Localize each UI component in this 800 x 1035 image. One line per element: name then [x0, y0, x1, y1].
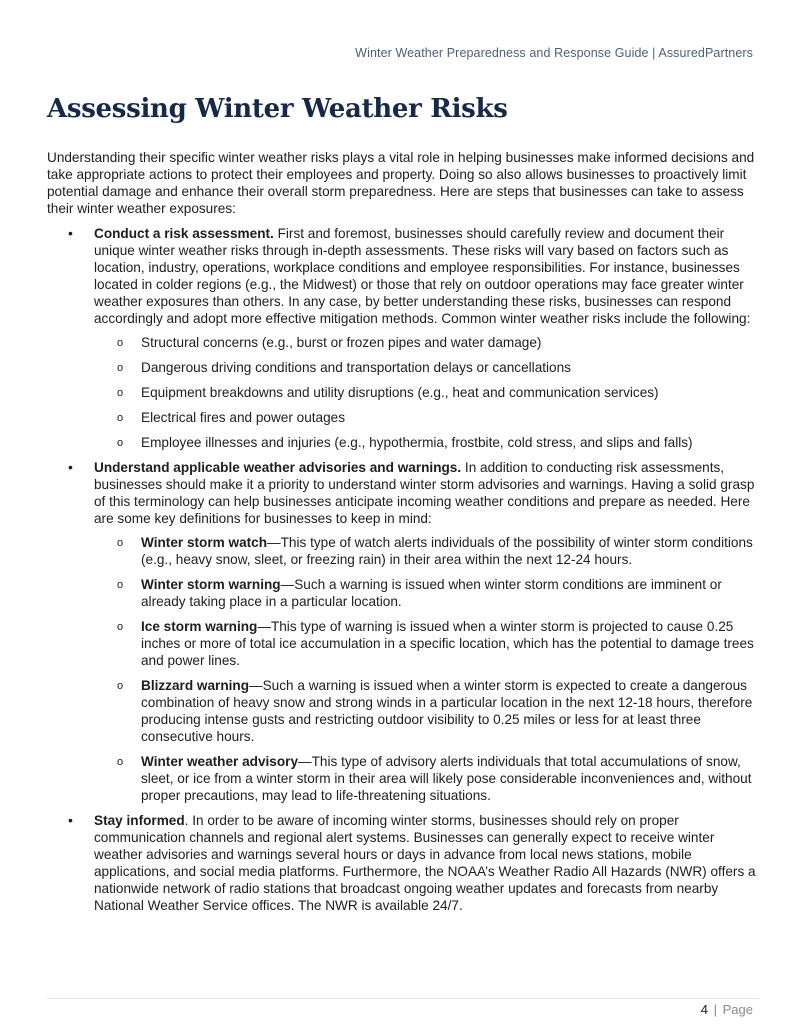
- definition-text: —Such a warning is issued when winter storm conditions are imminent or already taking place in a particular location.: [141, 577, 722, 609]
- bullet-text: In addition to conducting risk assessments, businesses should make it a priority to understand winter storm advisories and warnings. Having a solid grasp of this terminology can help businesses anticipate incoming weather conditions and prepare as needed. Here are some key definitions for businesses to keep in mind:: [94, 460, 755, 526]
- definition-text: —This type of warning is issued when a winter storm is projected to cause 0.25 inches or more of total ice accumulation in a specific location, which has the potential to damage trees and power lines.: [141, 619, 754, 668]
- bullet-lead: Understand applicable weather advisories and warnings.: [94, 460, 462, 475]
- footer-separator: |: [713, 1002, 717, 1017]
- definition-term: Winter storm watch: [141, 535, 268, 550]
- sub-list: [94, 534, 759, 804]
- sub-item-text: Structural concerns (e.g., burst or frozen pipes and water damage): [141, 335, 542, 350]
- definition-term: Winter storm warning: [141, 577, 281, 592]
- running-header: Winter Weather Preparedness and Response Guide | AssuredPartners: [355, 46, 753, 60]
- page-footer: [701, 1002, 753, 1017]
- sub-list: [94, 334, 759, 451]
- bullet-text: . In order to be aware of incoming winter storms, businesses should rely on proper communication channels and regional alert systems. Businesses can generally expect to receive winter weather advisories and warnings several hours or days in advance from local news stations, mobile applications, and social media platforms. Furthermore, the NOAA’s Weather Radio All Hazards (NWR) offers a nationwide network of radio stations that broadcast ongoing weather updates and forecasts from nearby National Weather Service offices. The NWR is available 24/7.: [94, 813, 756, 913]
- sub-item: [94, 534, 759, 568]
- bullet-item: [47, 225, 759, 451]
- intro-paragraph: Understanding their specific winter weather risks plays a vital role in helping businesses make informed decisions and take appropriate actions to protect their employees and property. Doing so also allows businesses to proactively limit potential damage and enhance their overall storm preparedness. Here are steps that businesses can take to assess their winter weather exposures:: [47, 150, 755, 216]
- page-number: 4: [700, 1002, 708, 1017]
- footer-divider: [47, 998, 759, 999]
- sub-item-text: Equipment breakdowns and utility disruptions (e.g., heat and communication services): [141, 385, 659, 400]
- definition-term: Blizzard warning: [141, 678, 250, 693]
- document-body: [47, 149, 759, 922]
- sub-item: [94, 434, 759, 451]
- sub-item: [94, 334, 759, 351]
- definition-text: —This type of advisory alerts individuals that total accumulations of snow, sleet, or ice from a winter storm in their area will likely pose considerable inconveniences and, without proper precautions, may lead to life-threatening situations.: [141, 754, 752, 803]
- definition-text: —Such a warning is issued when a winter storm is expected to create a dangerous combination of heavy snow and strong winds in a particular location in the next 12-18 hours, therefore producing intense gusts and restricting outdoor visibility to 0.25 miles or less for at least three consecutive hours.: [141, 678, 753, 744]
- bullet-lead: Stay informed: [94, 813, 185, 828]
- bullet-item: [47, 812, 759, 914]
- definition-term: Winter weather advisory: [141, 754, 299, 769]
- sub-item-text: Employee illnesses and injuries (e.g., hypothermia, frostbite, cold stress, and slips and falls): [141, 435, 693, 450]
- sub-item: [94, 409, 759, 426]
- sub-item: [94, 677, 759, 745]
- definition-text: —This type of watch alerts individuals of the possibility of winter storm conditions (e.g., heavy snow, sleet, or freezing rain) in their area within the next 12-24 hours.: [141, 535, 753, 567]
- bullet-list: [47, 225, 759, 914]
- page-label: Page: [722, 1002, 753, 1017]
- sub-item: [94, 576, 759, 610]
- definition-term: Ice storm warning: [141, 619, 258, 634]
- sub-item: [94, 384, 759, 401]
- bullet-text: First and foremost, businesses should carefully review and document their unique winter weather risks through in-depth assessments. These risks will vary based on factors such as location, industry, operations, workplace conditions and employee responsibilities. For instance, businesses located in colder regions (e.g., the Midwest) or those that rely on outdoor operations may face greater winter weather exposures than others. In any case, by better understanding these risks, businesses can respond accordingly and adopt more effective mitigation methods. Common winter weather risks include the following:: [94, 226, 751, 326]
- sub-item: [94, 753, 759, 804]
- sub-item: [94, 618, 759, 669]
- page-title: Assessing Winter Weather Risks: [47, 94, 508, 124]
- bullet-lead: Conduct a risk assessment.: [94, 226, 274, 241]
- sub-item-text: Electrical fires and power outages: [141, 410, 346, 425]
- sub-item: [94, 359, 759, 376]
- bullet-item: [47, 459, 759, 804]
- sub-item-text: Dangerous driving conditions and transportation delays or cancellations: [141, 360, 571, 375]
